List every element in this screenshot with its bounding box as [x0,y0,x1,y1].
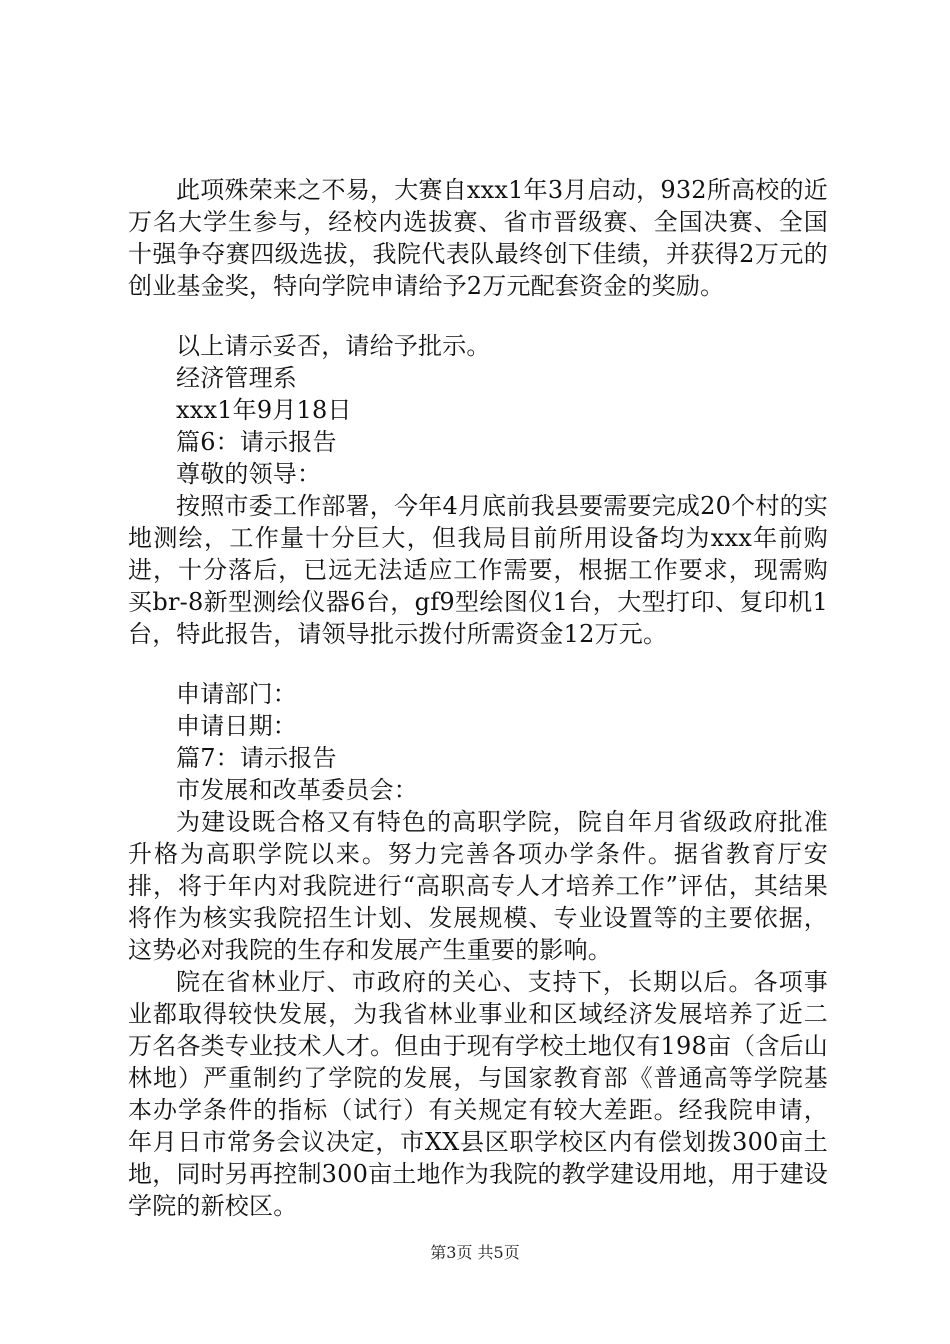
document-date: xxx1年9月18日 [176,396,352,424]
apply-department-label: 申请部门： [176,680,297,708]
paragraph-gap [128,302,828,330]
paragraph-award: 此项殊荣来之不易，大赛自xxx1年3月启动，932所高校的近万名大学生参与，经校内选拔赛、省市晋级赛、全国决赛、全国十强争夺赛四级选拔，我院代表队最终创下佳绩，并获得2万元的创业基金奖，特向学院申请给予2万元配套资金的奖励。 [128,176,828,300]
paragraph-gap [128,650,828,678]
section-heading-6: 篇6：请示报告 [176,428,337,456]
document-body [128,174,828,1222]
page-footer: 第3页 共5页 [430,1243,520,1262]
apply-date-label: 申请日期： [176,712,297,740]
paragraph-college-land: 院在省林业厅、市政府的关心、支持下，长期以后。各项事业都取得较快发展，为我省林业事业和区域经济发展培养了近二万名各类专业技术人才。但由于现有学校土地仅有198亩（含后山林地）严重制约了学院的发展，与国家教育部《普通高等学院基本办学条件的指标（试行）有关规定有较大差距。经我院申请，年月日市常务会议决定，市XX县区职学校区内有偿划拨300亩土地，同时另再控制300亩土地作为我院的教学建设用地，用于建设学院的新校区。 [128,968,828,1220]
request-approval-line: 以上请示妥否，请给予批示。 [176,332,491,360]
section-heading-7: 篇7：请示报告 [176,744,337,772]
salutation-7: 市发展和改革委员会： [176,776,418,804]
department-name: 经济管理系 [176,364,297,392]
paragraph-survey-equipment: 按照市委工作部署，今年4月底前我县要需要完成20个村的实地测绘，工作量十分巨大，但我局目前所用设备均为xxx年前购进，十分落后，已远无法适应工作需要，根据工作要求，现需购买br-8新型测绘仪器6台，gf9型绘图仪1台，大型打印、复印机1台，特此报告，请领导批示拨付所需资金12万元。 [128,492,828,648]
paragraph-college-evaluation: 为建设既合格又有特色的高职学院，院自年月省级政府批准升格为高职学院以来。努力完善各项办学条件。据省教育厅安排，将于年内对我院进行“高职高专人才培养工作”评估，其结果将作为核实我院招生计划、发展规模、专业设置等的主要依据，这势必对我院的生存和发展产生重要的影响。 [128,808,828,964]
salutation-6: 尊敬的领导： [176,460,322,488]
